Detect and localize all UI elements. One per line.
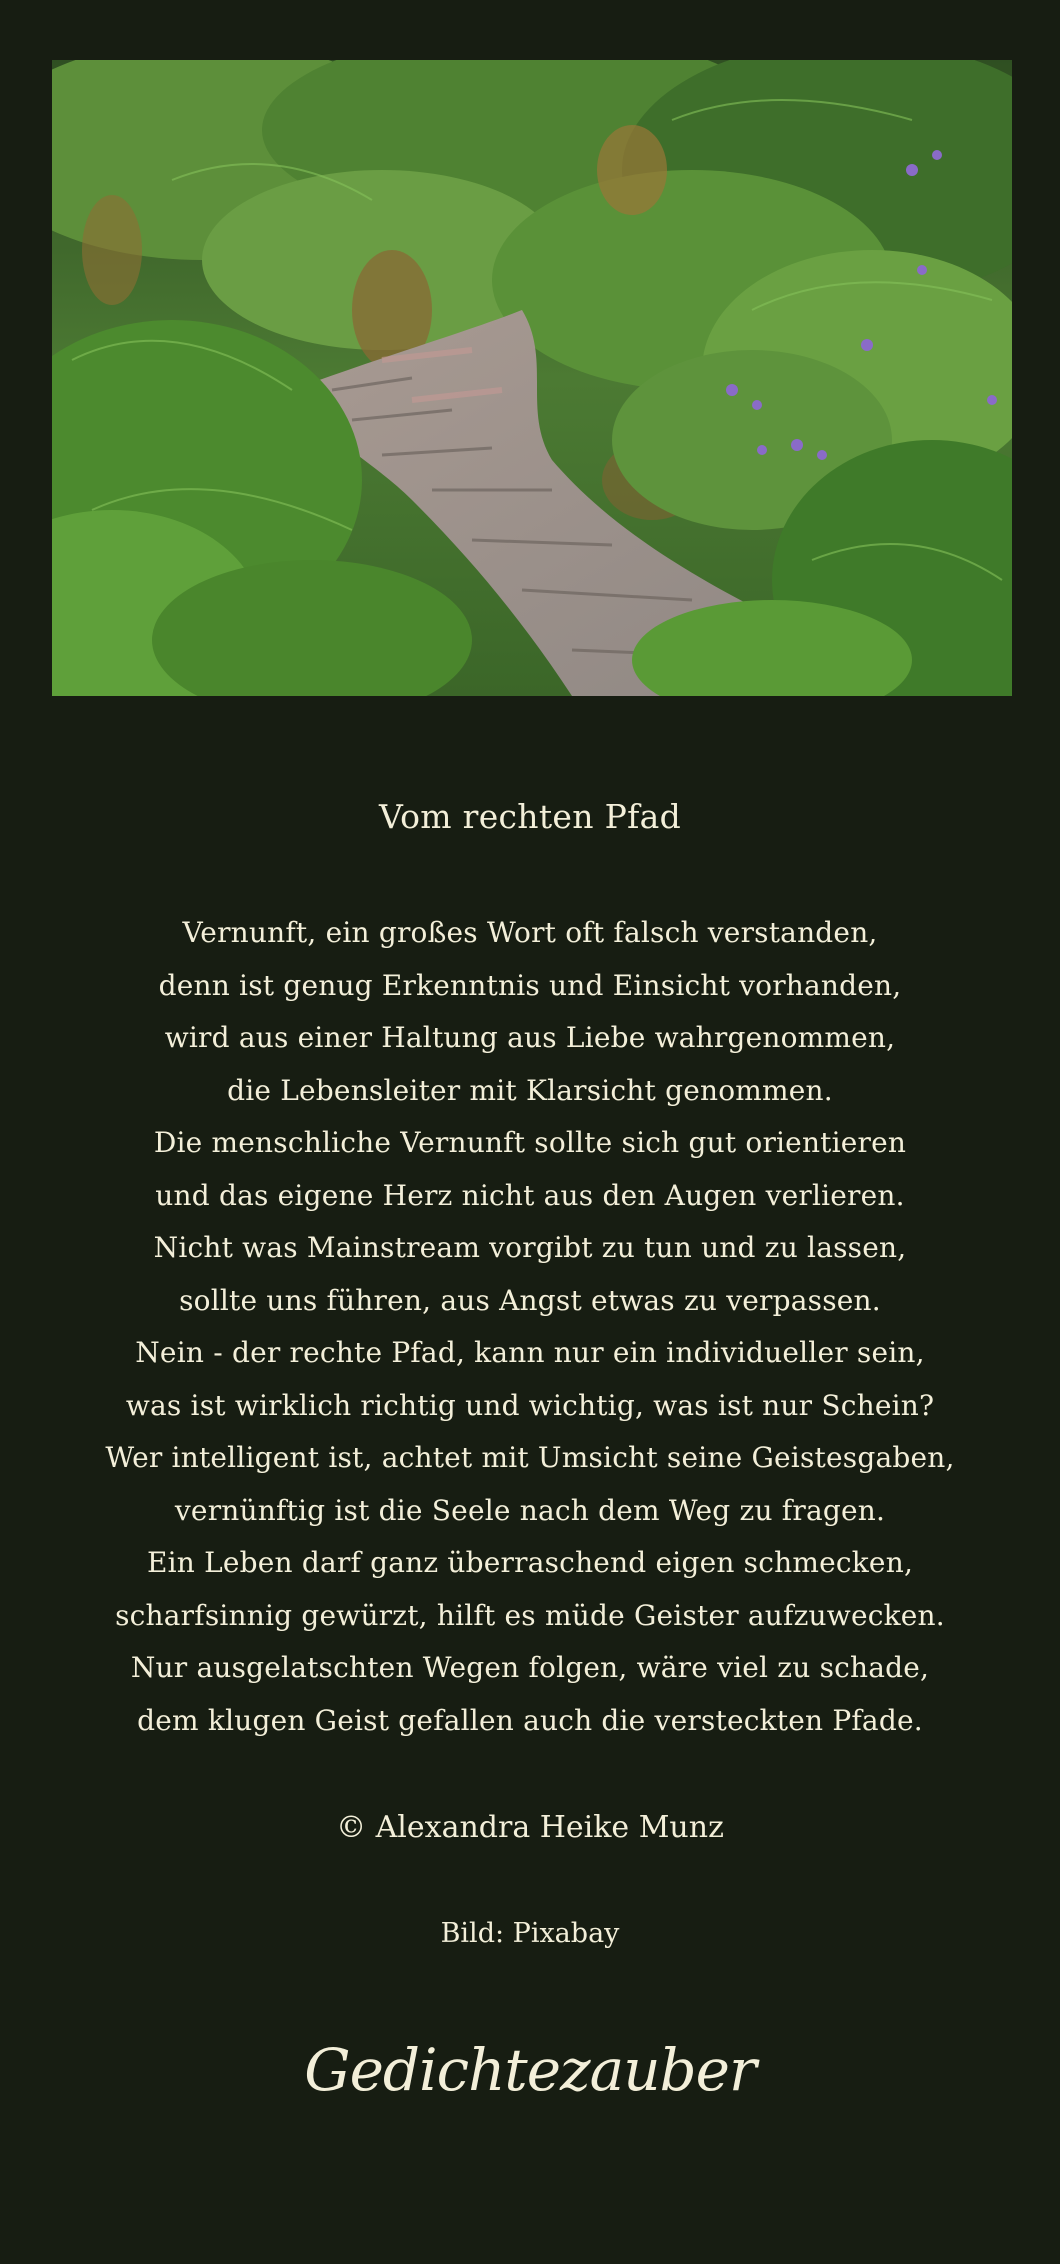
poem-line: sollte uns führen, aus Angst etwas zu verpassen. <box>179 1283 881 1317</box>
poem <box>0 795 1060 1747</box>
poem-stanza <box>0 907 1060 1747</box>
signature-logo: Gedichtezauber <box>304 2036 756 2104</box>
header-photo <box>52 60 1012 696</box>
poem-line: wird aus einer Haltung aus Liebe wahrgenommen, <box>164 1021 896 1054</box>
image-credit: Bild: Pixabay <box>440 1918 620 1949</box>
poem-line: dem klugen Geist gefallen auch die versteckten Pfade. <box>137 1703 923 1737</box>
poem-line: Ein Leben darf ganz überraschend eigen schmecken, <box>146 1546 914 1579</box>
poem-line: was ist wirklich richtig und wichtig, was ist nur Schein? <box>125 1388 935 1422</box>
poem-line: denn ist genug Erkenntnis und Einsicht vorhanden, <box>158 968 902 1002</box>
poem-line: Die menschliche Vernunft sollte sich gut orientieren <box>153 1126 907 1159</box>
poem-line: Wer intelligent ist, achtet mit Umsicht seine Geistesgaben, <box>105 1441 955 1474</box>
poem-line: Nicht was Mainstream vorgibt zu tun und zu lassen, <box>153 1231 907 1264</box>
author-credit: © Alexandra Heike Munz <box>336 1810 724 1845</box>
poem-line: Nur ausgelatschten Wegen folgen, wäre viel zu schade, <box>130 1651 930 1684</box>
poem-line: Vernunft, ein großes Wort oft falsch verstanden, <box>182 916 878 949</box>
poem-title: Vom rechten Pfad <box>378 797 682 836</box>
poem-line: vernünftig ist die Seele nach dem Weg zu fragen. <box>174 1493 886 1527</box>
poem-line: die Lebensleiter mit Klarsicht genommen. <box>227 1073 833 1107</box>
poem-line: scharfsinnig gewürzt, hilft es müde Geister aufzuwecken. <box>115 1598 945 1632</box>
poem-line: und das eigene Herz nicht aus den Augen verlieren. <box>155 1178 905 1212</box>
fern-path-photo <box>52 60 1012 696</box>
poem-line: Nein - der rechte Pfad, kann nur ein individueller sein, <box>135 1336 925 1369</box>
